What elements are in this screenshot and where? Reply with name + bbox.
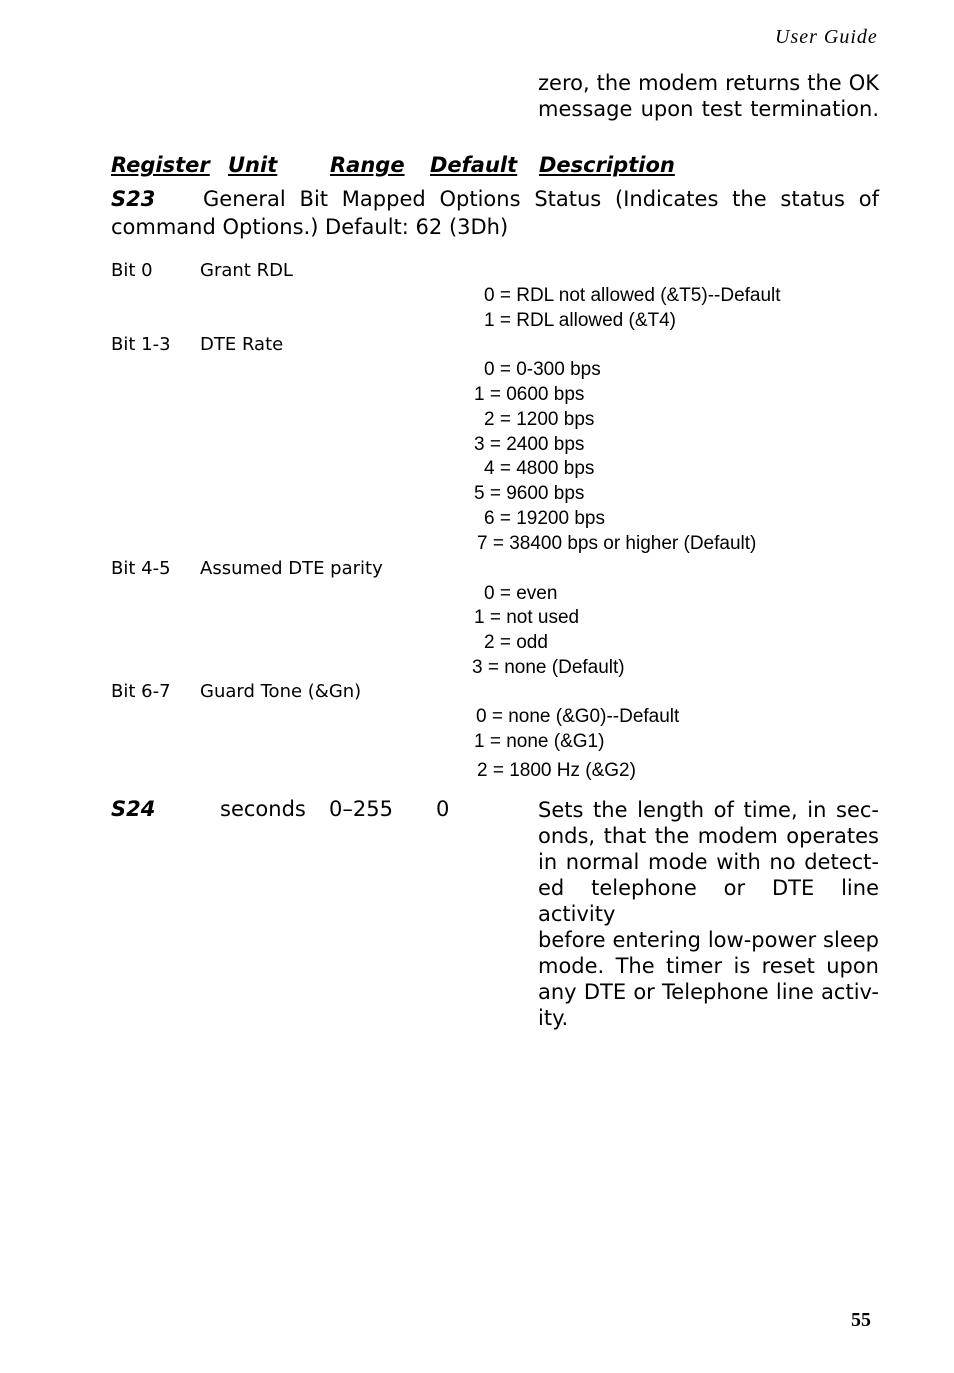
s24-description-line: ed telephone or DTE line activity bbox=[538, 876, 879, 926]
s23-line-2: command Options.) Default: 62 (3Dh) bbox=[111, 215, 509, 239]
bit-option: 4 = 4800 bps bbox=[484, 458, 595, 479]
running-header: User Guide bbox=[775, 26, 878, 48]
s24-description-line: ity. bbox=[538, 1006, 569, 1030]
bit-option: 1 = 0600 bps bbox=[474, 384, 585, 405]
s24-description-line: onds, that the modem operates bbox=[538, 824, 879, 848]
s24-default: 0 bbox=[436, 797, 450, 821]
continuation-line: zero, the modem returns the OK bbox=[538, 71, 879, 95]
column-header-unit: Unit bbox=[228, 153, 278, 177]
s23-line-1 bbox=[111, 185, 879, 213]
continuation-text bbox=[538, 70, 879, 122]
bit-option: 7 = 38400 bps or higher (Default) bbox=[477, 533, 757, 554]
bit-option: 0 = none (&G0)--Default bbox=[476, 706, 680, 727]
s24-description-line: mode. The timer is reset upon bbox=[538, 954, 879, 978]
bit-option: 1 = not used bbox=[474, 607, 580, 628]
bit-option: 0 = 0-300 bps bbox=[484, 359, 601, 380]
s24-unit: seconds bbox=[220, 797, 306, 821]
bit-name: Assumed DTE parity bbox=[200, 558, 383, 579]
bit-option: 0 = even bbox=[484, 583, 558, 604]
bit-option: 1 = none (&G1) bbox=[474, 731, 605, 752]
bit-option: 3 = none (Default) bbox=[472, 657, 625, 678]
s23-description bbox=[111, 185, 879, 241]
bit-label: Bit 0 bbox=[111, 260, 153, 281]
s24-description-line: before entering low-power sleep bbox=[538, 928, 879, 952]
bit-option: 2 = 1800 Hz (&G2) bbox=[477, 760, 636, 781]
s24-register-name: S24 bbox=[111, 797, 156, 821]
s24-description-line: any DTE or Telephone line activ- bbox=[538, 980, 879, 1004]
bit-option: 2 = 1200 bps bbox=[484, 409, 595, 430]
bit-label: Bit 6-7 bbox=[111, 681, 171, 702]
bit-option: 2 = odd bbox=[484, 632, 548, 653]
bit-option: 6 = 19200 bps bbox=[484, 508, 605, 529]
bit-label: Bit 1-3 bbox=[111, 334, 171, 355]
s23-line-1-text: General Bit Mapped Options Status (Indicates the status of bbox=[203, 187, 879, 211]
bit-name: DTE Rate bbox=[200, 334, 284, 355]
bit-label: Bit 4-5 bbox=[111, 558, 171, 579]
column-header-register: Register bbox=[111, 153, 210, 177]
column-header-default: Default bbox=[430, 153, 518, 177]
bit-name: Grant RDL bbox=[200, 260, 293, 281]
bit-option: 0 = RDL not allowed (&T5)--Default bbox=[484, 285, 781, 306]
s24-description-line: in normal mode with no detect- bbox=[538, 850, 879, 874]
s23-register-name: S23 bbox=[111, 187, 156, 211]
bit-option: 5 = 9600 bps bbox=[474, 483, 585, 504]
bit-option: 3 = 2400 bps bbox=[474, 434, 585, 455]
s24-description bbox=[538, 797, 879, 1031]
bit-option: 1 = RDL allowed (&T4) bbox=[484, 310, 677, 331]
column-header-range: Range bbox=[330, 153, 405, 177]
bit-name: Guard Tone (&Gn) bbox=[200, 681, 362, 702]
page-number: 55 bbox=[851, 1309, 871, 1331]
s24-description-line: Sets the length of time, in sec- bbox=[538, 798, 879, 822]
column-header-description: Description bbox=[539, 153, 675, 177]
continuation-line: message upon test termination. bbox=[538, 97, 879, 121]
s24-range: 0–255 bbox=[329, 797, 393, 821]
